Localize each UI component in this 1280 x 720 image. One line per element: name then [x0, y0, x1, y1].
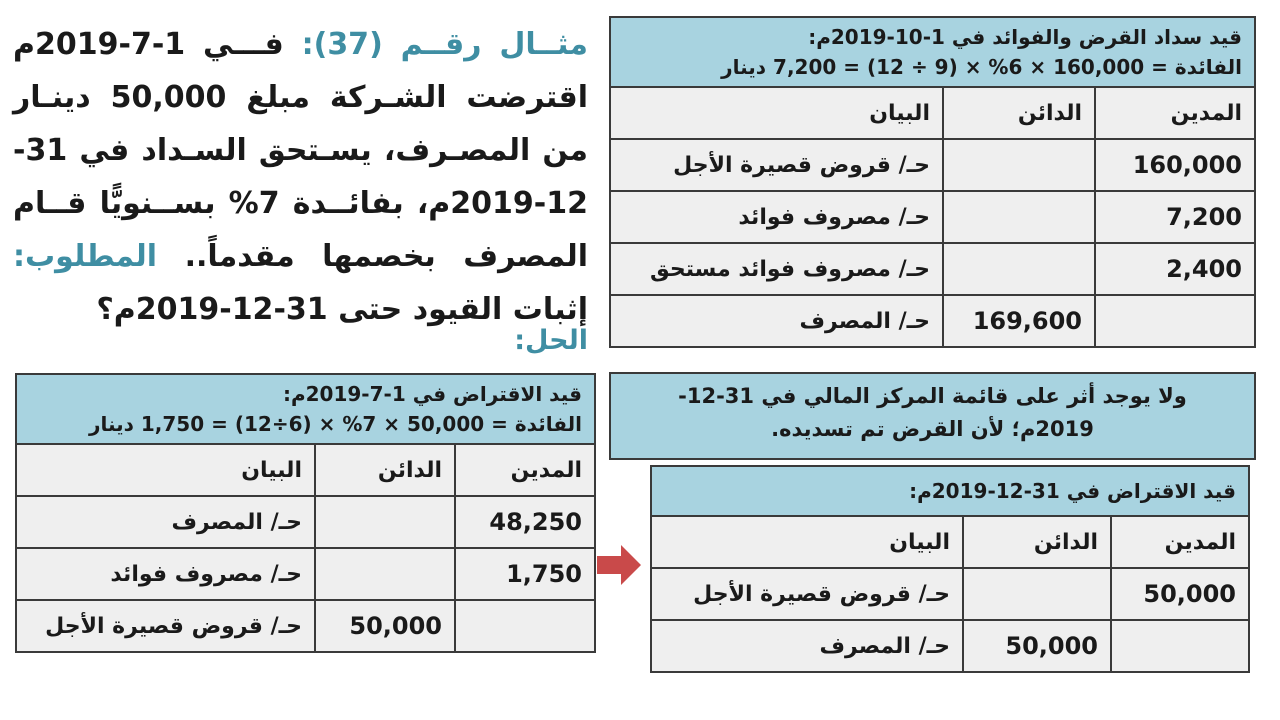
statement-cell: حـ/ المصرف — [651, 620, 963, 672]
debit-cell: 50,000 — [1111, 568, 1249, 620]
required-text: إثبات القيود حتى 31-12-2019م؟ — [96, 292, 588, 327]
debit-cell: 2,400 — [1095, 243, 1255, 295]
statement-header: البيان — [16, 444, 315, 496]
table-row — [610, 139, 1255, 191]
december-entry-table — [650, 465, 1250, 673]
statement-cell: حـ/ قروض قصيرة الأجل — [651, 568, 963, 620]
debit-cell: 48,250 — [455, 496, 595, 548]
debit-cell: 160,000 — [1095, 139, 1255, 191]
required-label: المطلوب: — [13, 239, 158, 274]
table-row — [610, 295, 1255, 347]
december-entry-title: قيد الاقتراض في 31-12-2019م: — [651, 466, 1249, 516]
credit-cell: 50,000 — [315, 600, 455, 652]
credit-cell — [943, 191, 1095, 243]
credit-cell — [943, 243, 1095, 295]
credit-header: الدائن — [963, 516, 1111, 568]
table-row — [16, 496, 595, 548]
table-row — [610, 243, 1255, 295]
credit-cell — [943, 139, 1095, 191]
credit-cell: 169,600 — [943, 295, 1095, 347]
statement-cell: حـ/ المصرف — [16, 496, 315, 548]
problem-statement — [13, 18, 588, 336]
debit-cell — [1111, 620, 1249, 672]
statement-header: البيان — [610, 87, 943, 139]
table-row — [610, 191, 1255, 243]
right-arrow-icon — [597, 545, 641, 585]
repay-entry-table — [609, 16, 1256, 348]
statement-header: البيان — [651, 516, 963, 568]
borrow-entry-table — [15, 373, 596, 653]
statement-cell: حـ/ قروض قصيرة الأجل — [610, 139, 943, 191]
statement-cell: حـ/ مصروف فوائد — [16, 548, 315, 600]
credit-cell — [315, 548, 455, 600]
borrow-entry-title: قيد الاقتراض في 1-7-2019م: الفائدة = 50,000 × 7% × (6÷12) = 1,750 دينار — [16, 374, 595, 444]
debit-cell: 7,200 — [1095, 191, 1255, 243]
debit-header: المدين — [455, 444, 595, 496]
credit-cell — [963, 568, 1111, 620]
credit-header: الدائن — [943, 87, 1095, 139]
problem-body: فـــي 1-7-2019م اقترضت الشـركة مبلغ 50,000 دينـار من المصـرف، يسـتحق السـداد في 31-12-2019م، بفائــدة 7% بســنويًّا قــام المصرف بخصمها مقدماً.. — [13, 27, 589, 274]
debit-cell — [455, 600, 595, 652]
credit-header: الدائن — [315, 444, 455, 496]
debit-header: المدين — [1111, 516, 1249, 568]
debit-header: المدين — [1095, 87, 1255, 139]
statement-cell: حـ/ قروض قصيرة الأجل — [16, 600, 315, 652]
debit-cell: 1,750 — [455, 548, 595, 600]
balance-sheet-note: ولا يوجد أثر على قائمة المركز المالي في 31-12- 2019م؛ لأن القرض تم تسديده. — [609, 372, 1256, 460]
credit-cell — [315, 496, 455, 548]
table-row — [16, 600, 595, 652]
repay-entry-title: قيد سداد القرض والفوائد في 1-10-2019م: الفائدة = 160,000 × 6% × (9 ÷ 12) = 7,200 دينار — [610, 17, 1255, 87]
statement-cell: حـ/ مصروف فوائد مستحق — [610, 243, 943, 295]
example-label: مثــال رقــم (37): — [301, 27, 589, 62]
table-row — [16, 548, 595, 600]
solution-label: الحل: — [514, 325, 588, 356]
statement-cell: حـ/ المصرف — [610, 295, 943, 347]
table-row — [651, 620, 1249, 672]
debit-cell — [1095, 295, 1255, 347]
credit-cell: 50,000 — [963, 620, 1111, 672]
statement-cell: حـ/ مصروف فوائد — [610, 191, 943, 243]
table-row — [651, 568, 1249, 620]
